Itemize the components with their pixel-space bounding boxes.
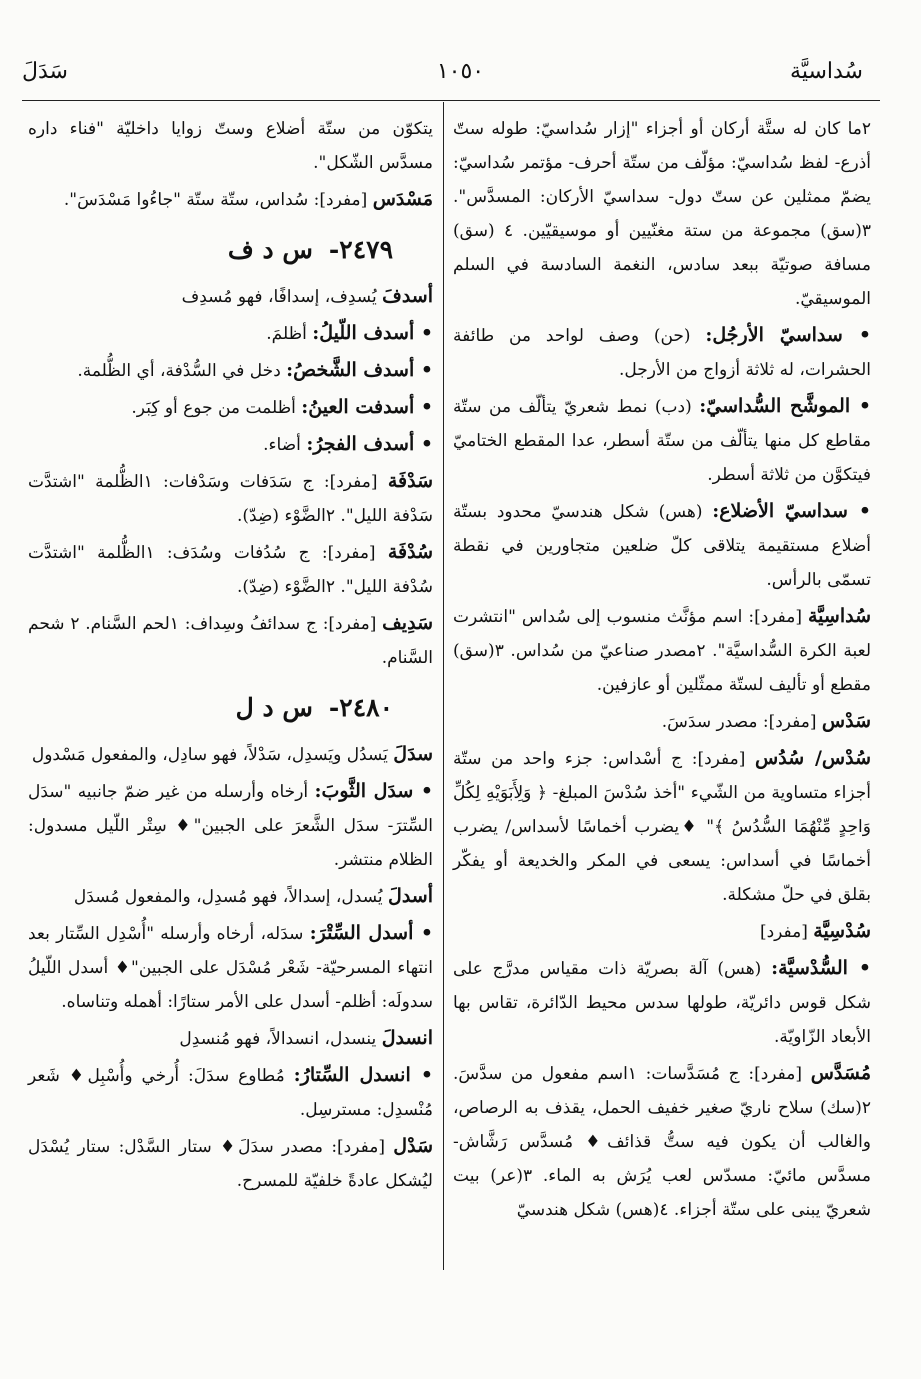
- dictionary-entry: [453, 318, 871, 387]
- dictionary-entry: [28, 1021, 433, 1056]
- dictionary-entry: [28, 390, 433, 425]
- entry-text: [مفرد]: اسم مؤنَّث منسوب إلى سُداس "انتشرت لعبة الكرة السُّداسيَّة". ٢مصدر صناعيّ من سُداس. ٣(سق) مقطع أو تأليف لستّة ممثّلين أو عازفين.: [453, 607, 872, 695]
- dictionary-entry: [28, 606, 433, 675]
- entry-headword: سُداسِيَّة: [807, 605, 871, 627]
- root-number: ٢٤٨٠-: [328, 693, 393, 722]
- entry-headword: سَدِيف: [382, 612, 433, 634]
- entry-headword: • أسدفت العينُ:: [301, 396, 433, 418]
- dictionary-entry: [28, 1129, 433, 1198]
- entry-text: [مفرد]: مصدر سدَسَ.: [661, 712, 817, 732]
- entry-headword: أسدفَ: [382, 285, 433, 307]
- entry-text: أرخاه وأرسله من غير ضمّ جانبيه "سدَل السِّترَ- سدَل الشَّعرَ على الجبين"♦ سِتْر اللّيل مسدول: الظلام منتشر.: [28, 782, 433, 870]
- entry-headword: • أسدل السِّتْرَ:: [309, 922, 433, 944]
- entry-text: (هس) شكل هندسيّ محدود بستّة أضلاع مستقيمة يتلاقى كلّ ضلعين متجاورين في نقطة تسمّى بالرأس.: [453, 502, 871, 590]
- entry-headword: • أسدف الشَّخصُ:: [286, 359, 433, 381]
- dictionary-entry: [453, 389, 871, 492]
- root-number: ٢٤٧٩-: [328, 235, 393, 264]
- entry-headword: • أسدف الفجرُ:: [306, 433, 433, 455]
- header-rule: [22, 100, 880, 101]
- entry-text: يَسدُل ويَسدِل، سَدْلاً، فهو سادِل، والمفعول مَسْدول: [31, 745, 388, 765]
- entry-text: [مفرد]: ج سدائفُ وسِداف: ١لحم السَّنام. ٢ شحم السَّنام.: [28, 614, 433, 668]
- entry-headword: سُدْفَة: [387, 541, 433, 563]
- entry-headword: • سداسيّ الأضلاع:: [712, 500, 871, 522]
- entry-headword: مُسَدَّس: [810, 1062, 872, 1084]
- dictionary-entry: [28, 427, 433, 462]
- entry-headword: • انسدل السِّتارُ:: [293, 1064, 433, 1086]
- entry-text: (حن) وصف لواحد من طائفة الحشرات، له ثلاثة أزواج من الأرجل.: [453, 326, 871, 380]
- dictionary-entry: [28, 182, 433, 217]
- root-letters: س د ل: [235, 693, 313, 722]
- page-number: ١٠٥٠: [436, 59, 485, 84]
- entry-text: يُسدل، إسدالاً، فهو مُسدِل، والمفعول مُسدَل: [73, 887, 383, 907]
- dictionary-entry: [453, 914, 871, 949]
- entry-text: ٢ما كان له ستَّة أركان أو أجزاء "إزار سُداسيّ: طوله ستّ أذرع- لفظ سُداسيّ: مؤلّف من ستّة أحرف- مؤتمر سُداسيّ: يضمّ ممثلين عن ستّ دول- سداسيّ الأركان: المسدَّس". ٣(سق) مجموعة من ستة مغنّيين أو موسيقيّين. ٤ (سق) مسافة صوتيّة ببعد سادس، النغمة السادسة في السلم الموسيقيّ.: [453, 119, 871, 309]
- dictionary-entry: [453, 951, 871, 1054]
- entry-headword: أسدلَ: [388, 885, 433, 907]
- dictionary-entry: [28, 279, 433, 314]
- entry-text: يتكوّن من ستّة أضلاع وستّ زوايا داخليّة "فناء داره مسدَّس الشّكل".: [28, 119, 433, 173]
- dictionary-entry: [453, 494, 871, 597]
- entry-headword: سُدْسِيَّة: [813, 920, 871, 942]
- root-letters: س د ف: [227, 235, 313, 264]
- entry-text: دخل في السُّدْفة، أي الظُّلمة.: [77, 361, 281, 381]
- right-column: [453, 112, 871, 1229]
- entry-headword: • سدَل الثَّوبَ:: [314, 780, 433, 802]
- dictionary-entry: [453, 704, 871, 739]
- entry-text: [مفرد]: ج سَدَفات وسَدْفات: ١الظُّلمة "اشتدَّت سَدْفة الليل". ٢الضَّوْء (ضِدّ).: [28, 472, 433, 526]
- entry-text: أظلمَ.: [266, 324, 307, 344]
- entry-text: (هس) آلة بصريّة ذات مقياس مدرَّج على شكل قوس دائريّة، طولها سدس محيط الدّائرة، تقاس بها الأبعاد الزّاويّة.: [453, 959, 871, 1047]
- entry-headword: سَدْس: [821, 710, 871, 732]
- entry-text: ينسدل، انسدالاً، فهو مُنسدِل: [179, 1029, 377, 1049]
- entry-headword: سَدْفَة: [387, 470, 433, 492]
- entry-headword: • سداسيّ الأرجُل:: [705, 324, 871, 346]
- dictionary-entry: [28, 535, 433, 604]
- entry-text: [مفرد]: مصدر سدَلَ♦ ستار السَّدْل: ستار يُسْدَل ليُشكل عادةً خلفيّة للمسرح.: [28, 1137, 433, 1191]
- root-section-heading: [28, 683, 433, 733]
- dictionary-entry: [28, 1058, 433, 1127]
- dictionary-entry: [453, 599, 871, 702]
- entry-text: [مفرد]: [759, 922, 808, 942]
- entry-text: سدَله، أرخاه وأرسله "أُسْدِل السِّتار بعد انتهاء المسرحيّة- شَعْر مُسْدَل على الجبين"♦ أسدل اللّيلُ سدولَه: أظلم- أسدل على الأمر ستارًا: أهمله وتناساه.: [28, 924, 433, 1012]
- running-head-last-word: سَدَلَ: [22, 59, 68, 84]
- dictionary-entry: [453, 741, 871, 912]
- dictionary-entry: [28, 916, 433, 1019]
- dictionary-entry: [28, 316, 433, 351]
- dictionary-entry: [453, 112, 871, 316]
- entry-text: [مفرد]: سُداس، ستّة ستّة "جاءُوا مَسْدَسَ".: [63, 190, 368, 210]
- entry-headword: انسدلَ: [381, 1027, 433, 1049]
- dictionary-entry: [28, 464, 433, 533]
- dictionary-entry: [28, 774, 433, 877]
- left-column: [28, 112, 433, 1200]
- entry-text: (دب) نمط شعريّ يتألّف من ستّة مقاطع كل منها يتألّف من ستّة أسطر، عدا المقطع الختاميّ فيتكوَّن من ثلاثة أسطر.: [453, 397, 871, 485]
- entry-text: [مفرد]: ج سُدُفات وسُدَف: ١الظُّلمة "اشتدَّت سُدْفة الليل". ٢الضَّوْء (ضِدّ).: [28, 543, 433, 597]
- entry-text: يُسدِف، إسدافًا، فهو مُسدِف: [181, 287, 377, 307]
- root-section-heading: [28, 225, 433, 275]
- entry-headword: • الموشَّح السُّداسيّ:: [699, 395, 872, 417]
- entry-headword: • أسدف اللّيلُ:: [312, 322, 433, 344]
- entry-headword: سَدْل: [393, 1135, 433, 1157]
- entry-headword: • السُّدْسيَّة:: [771, 957, 872, 979]
- dictionary-entry: [453, 1056, 871, 1227]
- entry-text: أضاء.: [263, 435, 301, 455]
- entry-text: [مفرد]: ج مُسَدَّسات: ١اسم مفعول من سدَّسَ. ٢(سك) سلاح ناريّ صغير خفيف الحمل، يقذف به الرصاص، والغالب أن يكون فيه ستُّ قذائف♦ مُسدَّس رَشَّاش- مسدَّس مائيّ: مسدّس لعب يُرَش به الماء. ٣(عر) بيت شعريّ يبنى على ستّة أجزاء. ٤(هس) شكل هندسيّ: [453, 1064, 871, 1220]
- running-head-first-word: سُداسيَّة: [790, 59, 863, 84]
- entry-headword: سدَلَ: [393, 743, 433, 765]
- entry-text: أظلمت من جوع أو كِبَر.: [131, 398, 296, 418]
- entry-headword: مَسْدَس: [372, 188, 433, 210]
- entry-text: [مفرد]: ج أسْداس: جزء واحد من ستّة أجزاء متساوية من الشّيء "أخذ سُدْسَ المبلغ- ﴿ وَلِأَبَوَيْهِ لِكُلِّ وَاحِدٍ مِّنْهُمَا السُّدُسُ ﴾" ♦يضرب أخماسًا لأسداس/ يضرب أخماسًا في أسداس: يسعى في المكر والخديعة أو يفكّر بقلق في حلّ مشكلة.: [453, 749, 871, 905]
- entry-text: مُطاوع سدَلَ: أُرخي وأُسْبِل♦ شَعر مُنْسدِل: مسترسِل.: [28, 1066, 433, 1120]
- dictionary-entry: [28, 737, 433, 772]
- dictionary-entry: [28, 112, 433, 180]
- dictionary-entry: [28, 879, 433, 914]
- entry-headword: سُدْس/ سُدُس: [755, 747, 872, 769]
- column-divider: [443, 102, 444, 1270]
- dictionary-entry: [28, 353, 433, 388]
